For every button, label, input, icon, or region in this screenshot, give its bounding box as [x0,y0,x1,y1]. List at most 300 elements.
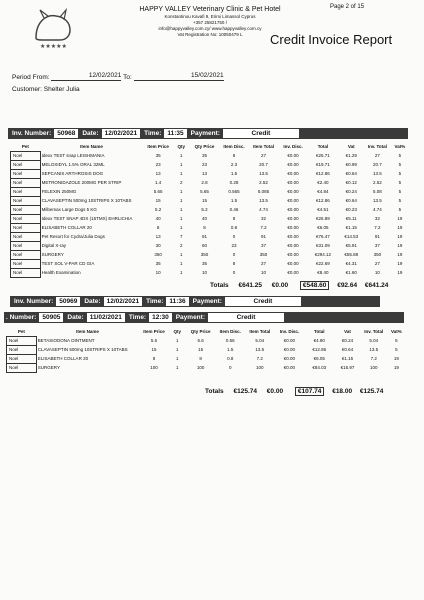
col-qty-price-cell: 8 [199,356,202,361]
col-inv-total-cell: 2.52 [373,180,382,185]
col-item-price-cell: 100 [150,365,158,370]
report-title: Credit Invoice Report [270,32,393,47]
inv-number-label: . Number: [6,314,37,321]
col-qty-cell: 1 [180,189,183,194]
col-vat-pct-header: Vat% [394,144,406,150]
col-item-total-cell: 4.74 [259,207,268,212]
col-item-name-cell: TEST SOL V-PAR CD GIA [41,261,95,266]
col-total-header: Total [317,144,329,150]
col-item-name-cell: BETASIODONA OINTMENT [37,338,95,343]
col-total-cell: €12.86 [316,171,330,176]
col-item-price-cell: 13 [155,234,161,239]
col-item-total-cell: 350 [259,252,268,257]
inv-number-label: Inv. Number: [12,130,52,137]
col-total-cell: €12.86 [316,198,330,203]
totals-total: €548.60 [300,281,330,290]
col-item-disc-cell: 0.28 [229,180,239,185]
col-item-name-cell: SURGERY [41,252,64,257]
period-to-label: To: [123,74,132,81]
col-vat-cell: €0.64 [345,171,357,176]
col-vat-pct-cell: 19 [397,216,403,221]
col-pet-cell: Noel [11,161,41,170]
col-item-disc-cell: 8 [232,153,236,158]
col-inv-total-cell: 13.5 [369,347,379,352]
col-vat-cell: €0.12 [345,180,357,185]
col-inv-total-cell: 13.5 [373,171,382,176]
col-inv-disc-cell: €0.00 [287,198,299,203]
table-row [7,355,407,364]
col-vat-header: Vat [347,144,355,150]
col-item-disc-cell: 23 [231,243,237,248]
col-item-total-cell: 100 [256,365,264,370]
col-item-disc-cell: 1.5 [227,347,234,352]
clinic-contact: info@happyvalley.com.cy/ www.happyvalley.com.cy [158,26,262,31]
inv-payment-value: Credit [225,297,301,306]
col-pet-cell: Noel [11,215,41,224]
col-inv-disc-cell: €0.00 [287,162,299,167]
col-inv-disc-cell: €0.00 [287,261,299,266]
col-vat-cell: €4.31 [345,261,357,266]
clinic-vat: Vat Registration No: 10050479 L [177,32,243,37]
col-item-name-cell: Milbemax Large Dogs 5 KG [41,207,97,212]
col-item-total-cell: 10 [261,270,267,275]
col-item-disc-cell: 0 [228,365,232,370]
col-vat-pct-cell: 19 [393,356,399,361]
col-vat-pct-cell: 19 [397,225,403,230]
col-qty-cell: 1 [180,207,183,212]
col-item-name-cell: CLAVASEPTIN 500mg 10STRIPS X 10TABS [37,347,128,352]
col-item-disc-cell: 0 [232,270,236,275]
inv-time-label: Time: [144,130,162,137]
table-row [11,152,410,161]
col-item-name-header: Item Name [80,144,103,150]
col-item-name-cell: Idexx TEST snap LEISHMANIA [41,153,105,158]
col-item-price-cell: 15 [151,347,157,352]
col-vat-pct-cell: 19 [397,252,403,257]
col-inv-disc-cell: €0.00 [283,338,296,343]
period-row [12,72,224,81]
table-row [7,364,407,373]
inv-date-value: 12/02/2021 [102,129,141,138]
col-qty-price-cell: 100 [196,365,205,370]
col-qty-price-cell: 60 [201,243,207,248]
col-item-name-cell: Pet Resort for Cydra/Julia Dogs [41,234,105,239]
col-inv-total-cell: 5.08 [373,189,382,194]
col-qty-cell: 1 [180,153,183,158]
col-pet-cell: Noel [7,337,37,346]
col-inv-total-cell: 32 [374,216,380,221]
col-item-total-header: Item Total [253,144,274,150]
inv-date-label: Date: [82,130,99,137]
col-item-price-cell: 5.6 [150,338,158,343]
col-item-price-cell: 13 [155,171,161,176]
col-qty-cell: 1 [180,252,183,257]
col-inv-total-cell: 91 [374,234,380,239]
table-row [11,251,410,260]
col-qty-price-cell: 13 [201,171,207,176]
col-item-name-cell: CLAVASEPTIN 500mg 10STRIPS X 10TABS [41,198,132,203]
col-qty-cell: 1 [180,198,183,203]
col-vat-cell: €0.24 [345,189,357,194]
col-item-disc-cell: 0 [232,252,236,257]
col-inv-total-header: Inv. Total [364,329,384,335]
col-qty-price-cell: 8 [203,225,206,230]
col-vat-cell: €1.29 [345,153,357,158]
col-vat-cell: €0.23 [345,207,357,212]
col-item-disc-cell: 0.8 [227,356,234,361]
col-qty-price-cell: 5.2 [201,207,208,212]
totals-item-total: €641.25 [238,282,262,289]
col-pet-cell: Noel [11,197,41,206]
col-item-price-cell: 35 [155,153,161,158]
col-inv-total-cell: 10 [374,270,380,275]
col-item-price-cell: 40 [155,216,161,221]
col-vat-pct-cell: 19 [397,243,403,248]
col-vat-pct-cell: 19 [397,234,403,239]
col-pet-header: Pet [17,329,25,334]
inv-number-value: 50905 [39,313,63,322]
col-qty-price-cell: 35 [201,153,207,158]
table-row [11,170,410,179]
col-item-name-cell: Health Examination [41,270,81,275]
inv-date-label: Date: [84,298,101,305]
inv-payment-label: Payment: [192,298,222,305]
col-pet-cell: Noel [7,364,37,373]
col-qty-price-cell: 23 [201,162,207,167]
col-item-name-cell: ELISABETH COLLAR 20 [37,356,89,361]
col-vat-pct-cell: 5 [398,198,402,203]
col-item-price-cell: 8 [156,225,160,230]
col-qty-cell: 1 [176,356,179,361]
totals-vat: €92.64 [337,282,358,289]
col-item-disc-cell: 0.565 [228,189,240,194]
col-item-price-cell: 1.4 [154,180,162,185]
col-vat-pct-cell: 5 [398,180,402,185]
col-total-cell: €26.89 [316,216,330,221]
inv-payment-value: Credit [223,129,299,138]
table-row [11,188,410,197]
totals-row-3 [205,388,383,395]
inv-time-value: 11:35 [164,129,186,138]
col-item-total-cell: 7.2 [256,356,263,361]
col-item-total-cell: 13.5 [255,347,265,352]
col-pet-cell: Noel [11,233,41,242]
col-item-total-header: Item Total [249,329,271,335]
totals-inv-total: €641.24 [364,282,389,289]
col-item-total-cell: 20.7 [259,162,268,167]
col-item-total-cell: 27 [261,261,267,266]
col-vat-cell: €15.97 [340,365,355,370]
col-inv-disc-cell: €0.00 [283,347,296,352]
col-total-cell: €25.71 [316,153,330,158]
col-vat-cell: €14.53 [344,234,359,239]
col-qty-cell: 1 [180,270,183,275]
table-row [11,233,410,242]
col-item-total-cell: 27 [261,153,267,158]
col-item-name-cell: ELISABETH COLLAR 20 [41,225,92,230]
col-qty-header: Qty [173,329,182,335]
col-inv-total-cell: 100 [370,365,378,370]
col-item-disc-cell: 0.46 [229,207,239,212]
col-vat-pct-cell: 5 [398,189,402,194]
page-number: Page 2 of 15 [330,4,365,10]
inv-number-value: 50969 [56,297,80,306]
col-qty-price-cell: 15 [198,347,204,352]
col-total-cell: €12.86 [312,347,327,352]
table-row [11,260,410,269]
col-vat-cell: €1.60 [345,270,357,275]
col-item-price-cell: 350 [154,252,162,257]
col-inv-total-cell: 13.5 [373,198,382,203]
col-item-total-cell: 32 [261,216,267,221]
col-item-total-cell: 37 [261,243,267,248]
col-qty-price-cell: 5.6 [197,338,204,343]
col-qty-cell: 1 [180,216,183,221]
col-vat-pct-header: Vat% [391,329,402,335]
col-pet-cell: Noel [7,355,37,364]
col-item-price-cell: 5.65 [153,189,163,194]
col-total-header: Total [314,329,325,335]
col-vat-header: Vat [344,329,351,335]
col-vat-cell: €1.15 [345,225,357,230]
col-inv-disc-header: Inv. Disc. [279,329,300,335]
col-qty-cell: 1 [180,261,183,266]
svg-text:★★★★★: ★★★★★ [40,43,67,50]
inv-time-label: Time: [146,298,164,305]
col-vat-pct-cell: 19 [393,365,399,370]
col-item-total-cell: 13.5 [259,171,268,176]
totals-total: €107.74 [295,387,325,396]
col-pet-cell: Noel [11,188,41,197]
invoice-header-2 [10,296,380,307]
totals-inv-disc: €0.00 [271,282,289,289]
invoice-header-3 [4,312,404,323]
period-to-value: 15/02/2021 [134,72,224,81]
col-inv-disc-cell: €0.00 [287,171,299,176]
period-from-label: Period From: [12,74,50,81]
inv-date-label: Date: [67,314,84,321]
table-row [7,337,407,346]
col-inv-disc-cell: €0.00 [283,365,296,370]
inv-number-value: 50968 [54,129,78,138]
col-item-disc-header: Item Disc. [223,144,245,150]
col-pet-cell: Noel [11,251,41,260]
col-qty-price-cell: 10 [201,270,207,275]
col-item-price-cell: 35 [155,261,161,266]
col-qty-price-header: Qty Price [194,144,215,150]
col-inv-disc-cell: €0.00 [287,225,299,230]
col-vat-pct-cell: 19 [397,261,403,266]
col-total-cell: €294.12 [314,252,332,257]
col-vat-cell: €55.88 [344,252,359,257]
col-pet-cell: Noel [11,260,41,269]
col-item-name-cell: SEPCANIS ARTHROSIS DOG [41,171,104,176]
inv-date-value: 11/02/2021 [87,313,125,322]
col-inv-total-cell: 27 [374,261,380,266]
col-item-name-cell: Idexx TEST SNAP 4DX (15TMX) EHRLICHIA [41,216,133,221]
col-qty-price-cell: 15 [201,198,207,203]
col-pet-cell: Noel [11,170,41,179]
col-inv-total-cell: 27 [374,153,380,158]
inv-time-value: 11:36 [166,297,188,306]
totals-label: Totals [205,388,224,395]
col-total-cell: €4.51 [317,207,329,212]
col-vat-pct-cell: 5 [398,153,402,158]
col-item-disc-header: Item Disc. [219,329,241,335]
col-vat-pct-cell: 5 [395,338,398,343]
invoice-header-1 [8,128,408,139]
col-inv-disc-cell: €0.00 [287,180,299,185]
col-qty-price-cell: 5.65 [200,189,209,194]
totals-vat: €18.00 [332,388,353,395]
col-pet-cell: Noel [11,242,41,251]
col-qty-cell: 2 [180,180,183,185]
col-vat-cell: €1.15 [341,356,354,361]
col-vat-pct-cell: 5 [398,162,402,167]
col-qty-price-cell: 2.8 [201,180,208,185]
col-item-total-cell: 7.2 [260,225,267,230]
col-item-disc-cell: 1.5 [230,171,238,176]
col-qty-cell: 1 [176,365,179,370]
col-qty-price-cell: 91 [201,234,207,239]
table-row [11,242,410,251]
col-vat-cell: €0.64 [345,198,357,203]
col-item-total-cell: 5.04 [255,338,265,343]
col-item-disc-cell: 2.3 [230,162,238,167]
clinic-phone: +357 25821750 / [193,20,227,25]
col-vat-cell: €0.64 [341,347,354,352]
col-vat-cell: €0.24 [341,338,354,343]
col-inv-disc-header: Inv. Disc. [283,144,303,150]
totals-row-1 [210,282,388,289]
col-pet-cell: Noel [11,152,41,161]
col-inv-disc-cell: €0.00 [287,270,299,275]
col-inv-total-cell: 5.04 [369,338,379,343]
col-inv-total-cell: 37 [374,243,380,248]
col-inv-total-cell: 7.2 [374,225,381,230]
col-inv-disc-cell: €0.00 [283,356,296,361]
col-item-disc-cell: 1.5 [230,198,238,203]
col-total-cell: €84.03 [312,365,327,370]
col-inv-disc-cell: €0.00 [287,153,299,158]
inv-time-label: Time: [128,314,147,321]
col-pet-cell: Noel [11,269,41,278]
clinic-name: HAPPY VALLEY Veterinary Clinic & Pet Hotel [139,6,281,13]
col-item-total-cell: 2.52 [259,180,268,185]
col-qty-price-cell: 350 [200,252,209,257]
table-row [7,346,407,355]
inv-payment-label: Payment: [190,130,220,137]
col-item-disc-cell: 8 [232,261,236,266]
col-item-price-header: Item Price [143,329,165,335]
col-vat-pct-cell: 5 [398,171,402,176]
table-row [11,179,410,188]
col-item-name-cell: METRONIDAZOLE 200MG PER STRIP [41,180,122,185]
clinic-address: Konstantinou Kavafi 9, Erimi Limassol Cyprus [164,14,256,19]
col-pet-cell: Noel [11,224,41,233]
col-item-total-cell: 5.085 [257,189,270,194]
inv-time-value: 12:30 [149,313,172,322]
inv-number-label: Inv. Number: [14,298,54,305]
col-item-name-cell: SURGERY [37,365,60,370]
col-inv-total-cell: 4.74 [373,207,382,212]
inv-date-value: 12/02/2021 [104,297,143,306]
col-total-cell: €4.84 [317,189,329,194]
col-item-price-cell: 15 [155,198,161,203]
table-row [11,161,410,170]
col-qty-cell: 2 [180,243,183,248]
col-pet-cell: Noel [7,346,37,355]
col-item-name-header: Item Name [76,329,99,335]
col-qty-cell: 1 [180,225,183,230]
col-qty-price-cell: 35 [201,261,207,266]
col-total-cell: €6.05 [313,356,325,361]
table-row [11,206,410,215]
table-row [11,269,410,278]
col-item-name-cell: MELOXIDYL 1.5% ORAL 32ML [41,162,105,167]
col-vat-pct-cell: 5 [398,207,402,212]
period-from-value: 12/02/2021 [51,72,121,81]
col-item-disc-cell: 0.56 [225,338,235,343]
totals-label: Totals [210,282,229,289]
col-total-cell: €22.69 [316,261,330,266]
col-qty-header: Qty [177,144,186,150]
col-qty-price-cell: 40 [201,216,207,221]
col-inv-disc-cell: €0.00 [287,207,299,212]
col-inv-disc-cell: €0.00 [287,243,299,248]
invoice-table-3 [6,328,406,373]
customer-row [12,86,80,93]
col-item-disc-cell: 8 [232,216,236,221]
totals-inv-total: €125.74 [359,388,384,395]
col-pet-cell: Noel [11,179,41,188]
customer-label: Customer: [12,86,42,93]
col-vat-pct-cell: 5 [395,347,398,352]
table-row [11,215,410,224]
col-item-name-cell: FELEXIN 250MG [41,189,77,194]
col-item-price-cell: 10 [155,270,161,275]
col-item-total-cell: 91 [261,234,267,239]
totals-inv-disc: €0.00 [266,388,284,395]
col-item-price-cell: 8 [152,356,156,361]
col-vat-cell: €5.11 [345,216,357,221]
col-inv-total-cell: 7.2 [370,356,377,361]
col-item-disc-cell: 0 [232,234,236,239]
col-item-total-cell: 13.5 [259,198,268,203]
col-total-cell: €4.80 [313,338,325,343]
col-inv-total-header: Inv. Total [367,144,387,150]
col-qty-cell: 1 [180,162,183,167]
table-row [11,197,410,206]
col-inv-total-cell: 20.7 [373,162,382,167]
col-pet-header: Pet [21,144,29,149]
clinic-logo-icon [30,8,78,50]
invoice-table-1 [10,143,410,278]
col-item-name-cell: Digital X-ray [41,243,67,248]
col-qty-price-header: Qty Price [190,329,211,335]
col-inv-disc-cell: €0.00 [287,234,299,239]
col-item-price-header: Item Price [147,144,169,150]
col-item-disc-cell: 0.8 [230,225,238,230]
col-item-price-cell: 5.2 [154,207,162,212]
col-total-cell: €6.05 [317,225,329,230]
inv-payment-label: Payment: [175,314,205,321]
inv-payment-value: Credit [208,313,284,322]
col-item-price-cell: 30 [155,243,161,248]
col-vat-pct-cell: 19 [397,270,403,275]
col-vat-cell: €5.91 [345,243,357,248]
col-total-cell: €8.40 [317,270,329,275]
